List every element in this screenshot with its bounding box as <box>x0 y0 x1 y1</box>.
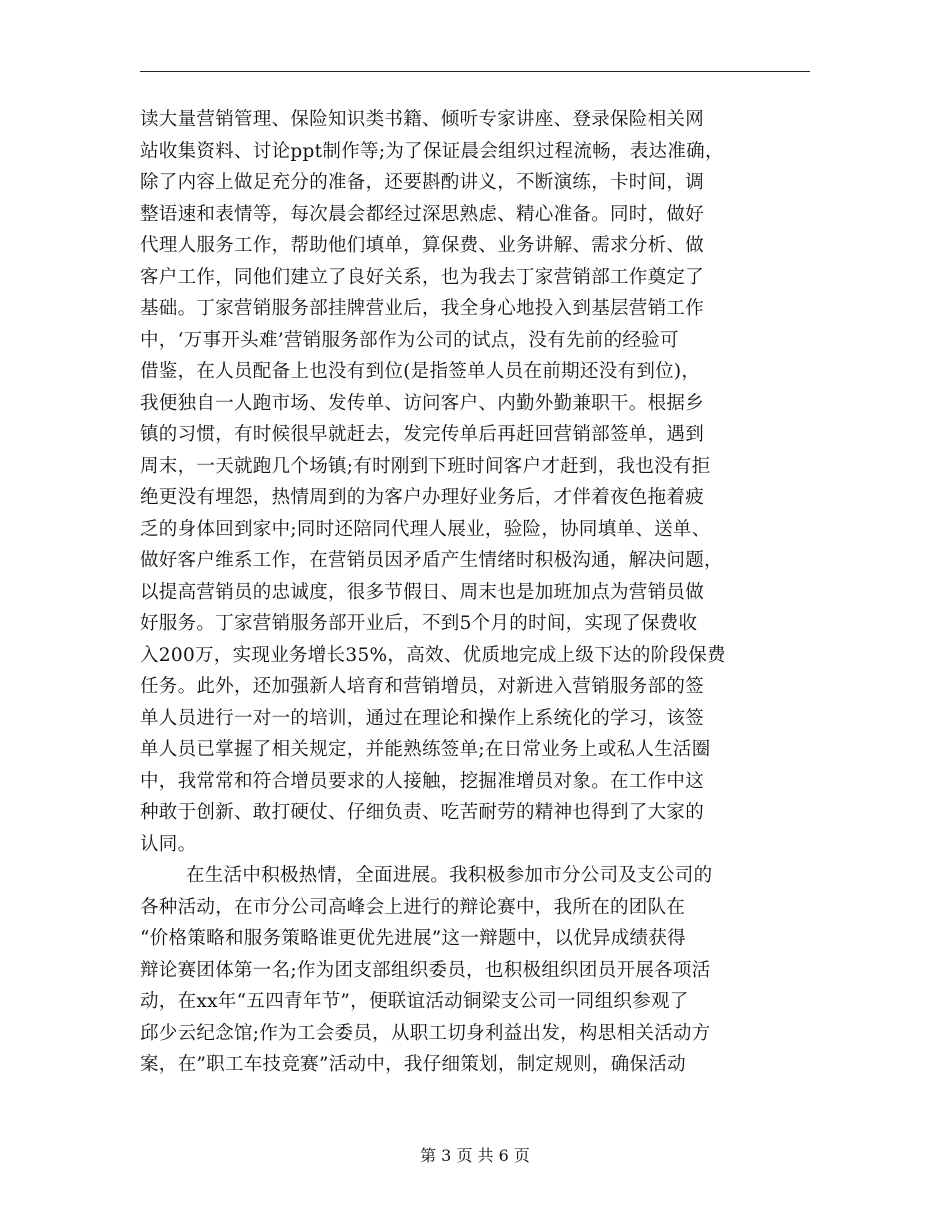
text-line: 好服务。丁家营销服务部开业后，不到5个月的时间，实现了保费收 <box>140 613 698 634</box>
text-line: 整语速和表情等，每次晨会都经过深思熟虑、精心准备。同时，做好 <box>140 203 705 225</box>
text-line: 邱少云纪念馆;作为工会委员，从职工切身利益出发，构思相关活动方 <box>140 1022 711 1044</box>
text-line: 入200万，实现业务增长35%，高效、优质地完成上级下达的阶段保费 <box>140 644 726 666</box>
text-line: 镇的习惯，有时候很早就赶去，发完传单后再赶回营销部签单，遇到 <box>140 424 705 445</box>
text-line: 除了内容上做足充分的准备，还要斟酌讲义，不断演练，卡时间，调 <box>140 172 705 193</box>
text-line: 以提高营销员的忠诚度，很多节假日、周末也是加班加点为营销员做 <box>140 581 705 603</box>
text-line: 案，在”职工车技竞赛”活动中，我仔细策划，制定规则，确保活动 <box>140 1054 686 1075</box>
paragraph-start-line: 在生活中积极热情，全面进展。我积极参加市分公司及支公司的 <box>186 865 713 886</box>
text-line: 种敢于创新、敢打硬仗、仔细负责、吃苦耐劳的精神也得到了大家的 <box>140 802 705 823</box>
text-line: 基础。丁家营销服务部挂牌营业后，我全身心地投入到基层营销工作 <box>140 298 705 319</box>
text-line: 读大量营销管理、保险知识类书籍、倾听专家讲座、登录保险相关网 <box>140 109 705 130</box>
text-line: 代理人服务工作，帮助他们填单，算保费、业务讲解、需求分析、做 <box>140 235 705 256</box>
text-line: 做好客户维系工作，在营销员因矛盾产生情绪时积极沟通，解决问题， <box>140 550 723 571</box>
text-line: 我便独自一人跑市场、发传单、访问客户、内勤外勤兼职干。根据乡 <box>140 392 705 414</box>
text-line: 乏的身体回到家中;同时还陪同代理人展业，验险，协同填单、送单、 <box>140 518 711 540</box>
text-line: 单人员进行一对一的培训，通过在理论和操作上系统化的学习，该签 <box>140 707 705 729</box>
page-number-footer: 第 3 页 共 6 页 <box>420 1146 530 1165</box>
text-line: 站收集资料、讨论ppt制作等;为了保证晨会组织过程流畅，表达准确， <box>140 140 724 162</box>
text-line: 中，‘万事开头难’营销服务部作为公司的试点，没有先前的经验可 <box>140 329 679 351</box>
text-line: 任务。此外，还加强新人培育和营销增员，对新进入营销服务部的签 <box>140 676 705 697</box>
text-line: 单人员已掌握了相关规定，并能熟练签单;在日常业务上或私人生活圈 <box>140 739 711 760</box>
text-line: 认同。 <box>140 833 197 855</box>
text-line: 周末，一天就跑几个场镇;有时刚到下班时间客户才赶到，我也没有拒 <box>140 455 711 477</box>
text-line: 辩论赛团体第一名;作为团支部组织委员，也积极组织团员开展各项活 <box>140 959 711 981</box>
text-line: 中，我常常和符合增员要求的人接触，挖掘准增员对象。在工作中这 <box>140 770 705 792</box>
body-text <box>140 104 820 1081</box>
text-line: 各种活动，在市分公司高峰会上进行的辩论赛中，我所在的团队在 <box>140 896 686 918</box>
header-rule <box>140 71 810 72</box>
text-line: 客户工作，同他们建立了良好关系，也为我去丁家营销部工作奠定了 <box>140 266 705 288</box>
text-line: “价格策略和服务策略谁更优先进展”这一辩题中，以优异成绩获得 <box>140 928 686 949</box>
text-line: 绝更没有埋怨，热情周到的为客户办理好业务后，才伴着夜色拖着疲 <box>140 487 705 508</box>
text-line: 借鉴，在人员配备上也没有到位(是指签单人员在前期还没有到位)， <box>140 361 701 382</box>
text-line: 动，在xx年“五四青年节”，便联谊活动铜梁支公司一同组织参观了 <box>140 991 689 1012</box>
